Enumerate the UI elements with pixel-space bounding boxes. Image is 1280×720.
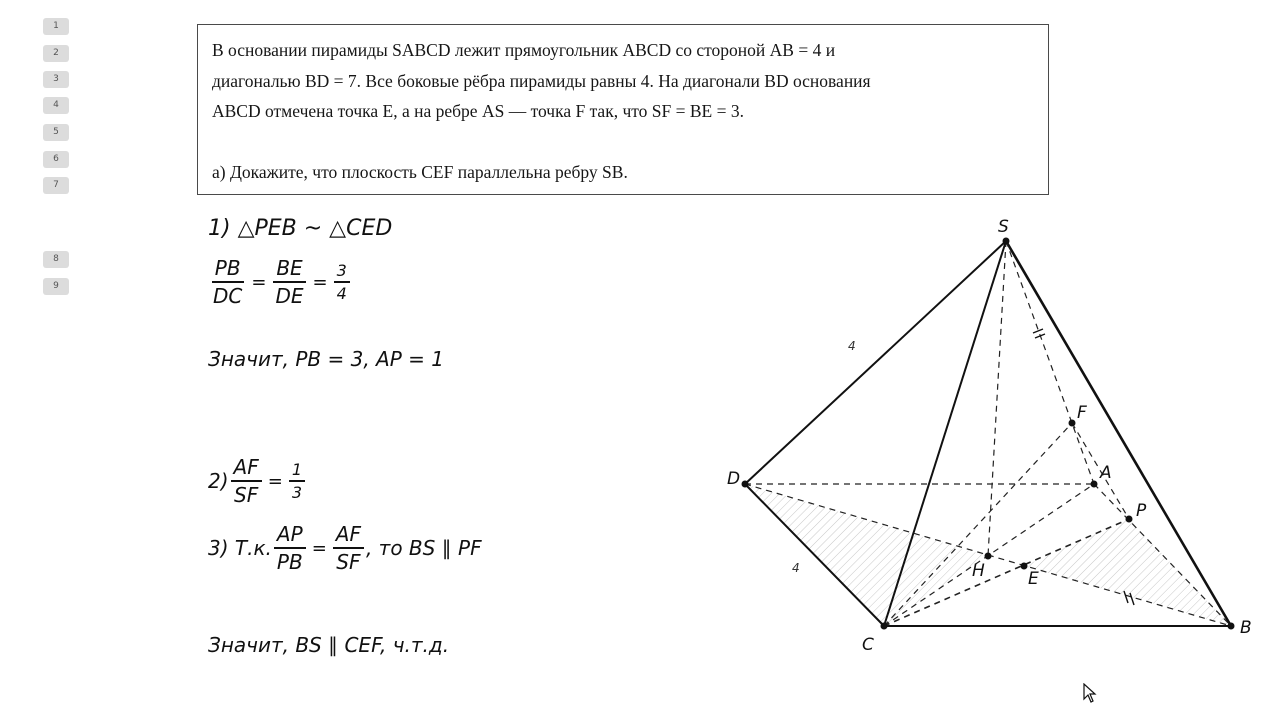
page-button-2[interactable]: 2: [43, 45, 69, 62]
point-D: [742, 481, 749, 488]
page-button-1[interactable]: 1: [43, 18, 69, 35]
label-edge-sd: 4: [848, 339, 856, 353]
label-E: E: [1028, 569, 1039, 589]
fraction-numerator: AP: [274, 522, 306, 549]
label-S: S: [998, 217, 1009, 237]
problem-part-a: а) Докажите, что плоскость CEF параллельна ребру SB.: [212, 161, 628, 182]
label-C: C: [862, 635, 874, 655]
point-E: [1021, 563, 1028, 570]
point-P: [1126, 516, 1133, 523]
point-B: [1228, 623, 1235, 630]
fraction-numerator: 3: [334, 261, 350, 283]
fraction-numerator: AF: [333, 522, 364, 549]
equals-sign: =: [267, 470, 283, 492]
point-A: [1091, 481, 1098, 488]
mouse-cursor-icon: [1083, 683, 1097, 703]
step3-tail: , то BS ∥ PF: [365, 536, 482, 560]
step3-label: 3) Т.к.: [208, 536, 272, 560]
label-P: P: [1136, 501, 1147, 521]
hatched-region-left: [745, 484, 988, 626]
step1-title: 1) △PEB ~ △CED: [208, 216, 393, 241]
page-button-9[interactable]: 9: [43, 278, 69, 295]
page-button-5[interactable]: 5: [43, 124, 69, 141]
label-F: F: [1077, 403, 1087, 423]
fraction-denominator: DE: [275, 284, 304, 308]
fraction-numerator: PB: [212, 256, 244, 283]
page-button-3[interactable]: 3: [43, 71, 69, 88]
equals-sign: =: [312, 271, 328, 293]
label-A: A: [1100, 463, 1112, 483]
point-H: [985, 553, 992, 560]
fraction-denominator: 4: [336, 284, 347, 303]
page-button-8[interactable]: 8: [43, 251, 69, 268]
page-button-7[interactable]: 7: [43, 177, 69, 194]
fraction-denominator: PB: [276, 550, 303, 574]
point-C: [881, 623, 888, 630]
point-F: [1069, 420, 1076, 427]
fraction-denominator: DC: [213, 284, 243, 308]
label-edge-dc: 4: [792, 561, 800, 575]
point-S: [1003, 238, 1010, 245]
problem-line-1: В основании пирамиды SABCD лежит прямоугольник ABCD со стороной AB = 4 и: [212, 40, 836, 60]
final-conclusion: Значит, BS ∥ CEF, ч.т.д.: [208, 633, 450, 657]
label-B: B: [1240, 618, 1252, 638]
step2-label: 2): [208, 469, 229, 493]
page-button-6[interactable]: 6: [43, 151, 69, 168]
tick-mark: [1033, 329, 1043, 333]
fraction-denominator: SF: [336, 550, 361, 574]
fraction-numerator: BE: [273, 256, 305, 283]
equals-sign: =: [251, 271, 267, 293]
equals-sign: =: [311, 537, 327, 559]
problem-line-2: диагональю BD = 7. Все боковые рёбра пирамиды равны 4. На диагонали BD основания: [212, 70, 871, 91]
label-H: H: [972, 561, 985, 581]
problem-line-3: ABCD отмечена точка E, а на ребре AS — точка F так, что SF = BE = 3.: [212, 101, 744, 121]
fraction-numerator: 1: [289, 460, 305, 482]
step1-conclusion: Значит, PB = 3, AP = 1: [208, 347, 444, 371]
fraction-denominator: SF: [234, 483, 259, 507]
fraction-denominator: 3: [291, 483, 302, 502]
fraction-numerator: AF: [231, 455, 262, 482]
page-button-4[interactable]: 4: [43, 97, 69, 114]
label-D: D: [727, 469, 741, 489]
